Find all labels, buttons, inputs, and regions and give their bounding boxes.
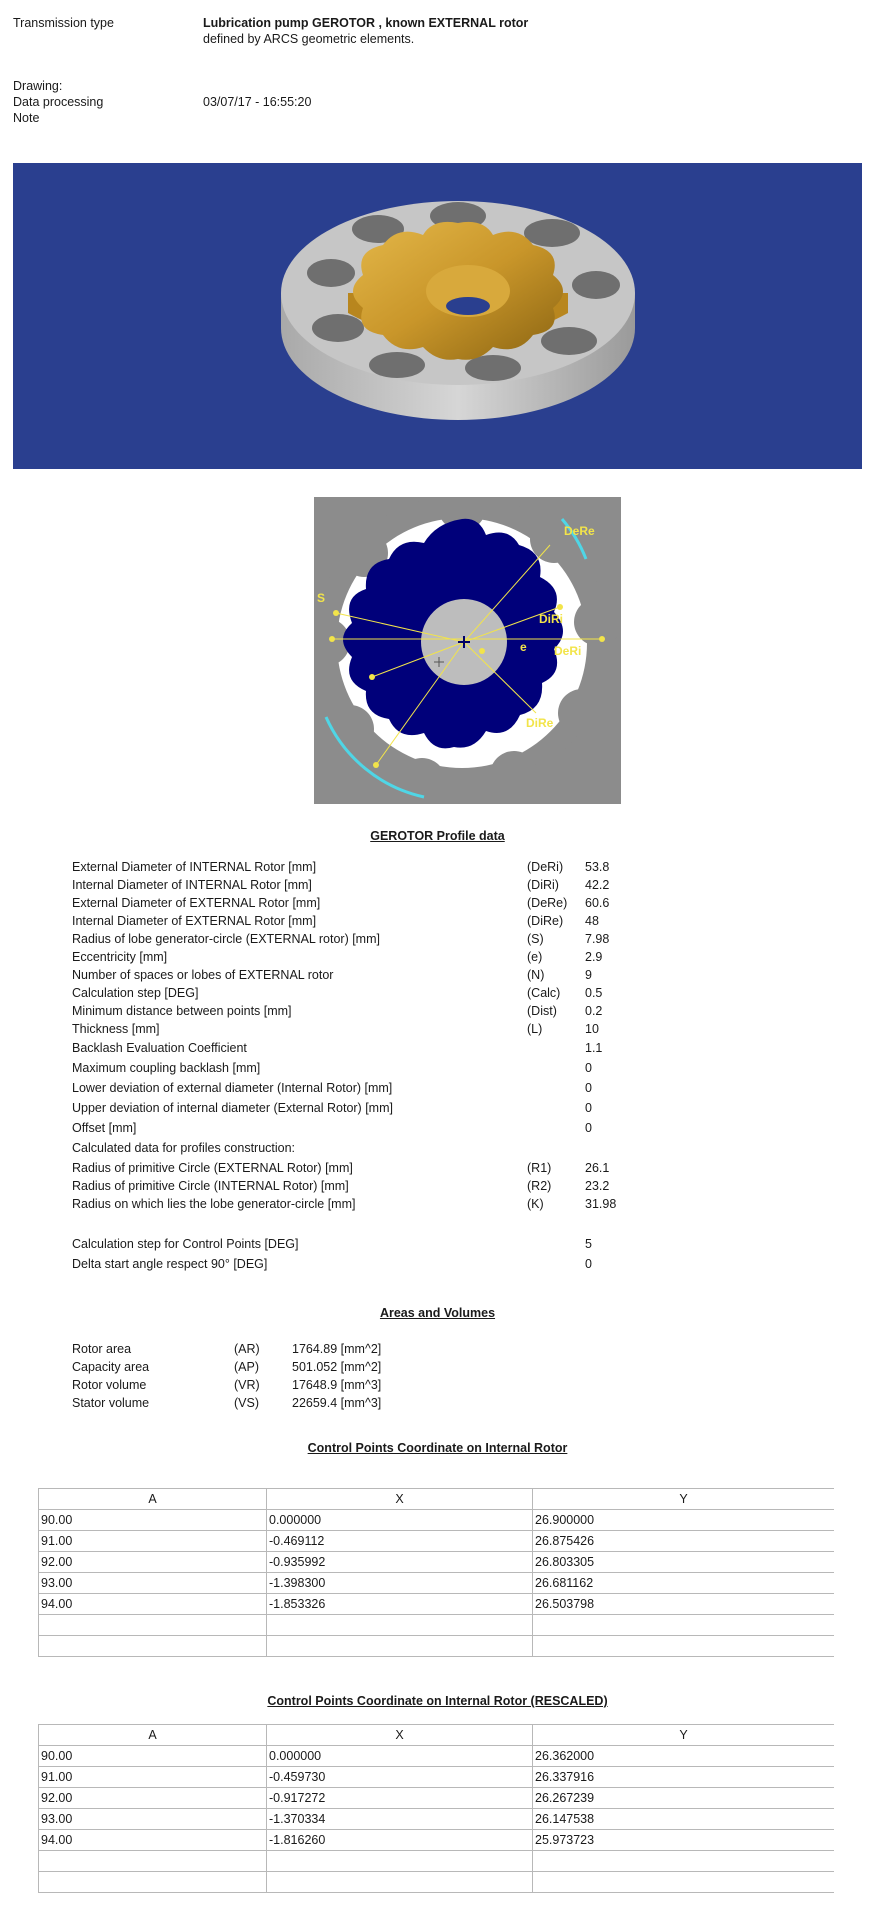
param-value: 48 [585, 914, 599, 928]
table-cell: 92.00 [39, 1788, 267, 1809]
table-cell-clipped [267, 1615, 533, 1636]
param-value: 9 [585, 968, 592, 982]
area-symbol: (AR) [234, 1342, 260, 1356]
param-value: 60.6 [585, 896, 610, 910]
table-row [39, 1573, 835, 1594]
table-cell-clipped [39, 1636, 267, 1657]
table-header-cell: Y [533, 1489, 835, 1510]
table-cell-clipped [533, 1636, 835, 1657]
control-points-rescaled-table-wrap [38, 1724, 834, 1902]
param-label: Number of spaces or lobes of EXTERNAL rotor [72, 968, 334, 982]
area-label: Rotor volume [72, 1378, 147, 1392]
param-value: 0 [585, 1101, 592, 1115]
profile-data-row [72, 1195, 672, 1213]
gerotor-profile-drawing [314, 497, 621, 804]
table-cell: -0.935992 [267, 1552, 533, 1573]
table-cell: 92.00 [39, 1552, 267, 1573]
profile-data-row [72, 858, 672, 876]
param-label: External Diameter of INTERNAL Rotor [mm] [72, 860, 317, 874]
data-processing-value: 03/07/17 - 16:55:20 [203, 95, 312, 109]
area-value: 1764.89 [mm^2] [292, 1342, 382, 1356]
table-cell-clipped [267, 1636, 533, 1657]
param-label: Calculated data for profiles construction: [72, 1141, 296, 1155]
param-symbol: (DiRi) [527, 878, 559, 892]
label-deri: DeRi [554, 644, 582, 658]
param-label: Radius on which lies the lobe generator-circle [mm] [72, 1197, 356, 1211]
param-label: Radius of lobe generator-circle (EXTERNAL rotor) [mm] [72, 932, 380, 946]
control-points-rescaled-title: Control Points Coordinate on Internal Rotor (RESCALED) [267, 1694, 608, 1708]
table-cell: 26.267239 [533, 1788, 835, 1809]
table-cell-clipped [533, 1615, 835, 1636]
profile-data-row [72, 984, 672, 1002]
profile-extra-row [72, 1255, 672, 1273]
table-row [39, 1531, 835, 1552]
param-value: 31.98 [585, 1197, 617, 1211]
table-cell: 26.900000 [533, 1510, 835, 1531]
param-value: 1.1 [585, 1041, 603, 1055]
control-points-rescaled-table [38, 1724, 834, 1893]
profile-data-row [72, 912, 672, 930]
table-cell: 26.147538 [533, 1809, 835, 1830]
table-row [39, 1788, 835, 1809]
table-cell-clipped [39, 1872, 267, 1893]
profile-data-row [72, 1059, 672, 1077]
table-header-row [39, 1489, 835, 1510]
param-symbol: (DeRi) [527, 860, 564, 874]
table-cell: 26.681162 [533, 1573, 835, 1594]
param-symbol: (L) [527, 1022, 543, 1036]
param-value: 42.2 [585, 878, 610, 892]
label-diri: DiRi [539, 612, 563, 626]
gerotor-3d-illustration [13, 163, 862, 469]
table-cell: 26.362000 [533, 1746, 835, 1767]
param-label: Calculation step for Control Points [DEG] [72, 1237, 299, 1251]
table-cell: 91.00 [39, 1767, 267, 1788]
param-value: 23.2 [585, 1179, 610, 1193]
label-dire: DiRe [526, 716, 554, 730]
param-label: Minimum distance between points [mm] [72, 1004, 292, 1018]
data-processing-label: Data processing [13, 95, 104, 109]
profile-data-title: GEROTOR Profile data [370, 829, 505, 843]
table-cell: 93.00 [39, 1573, 267, 1594]
table-header-cell: A [39, 1489, 267, 1510]
table-cell: 0.000000 [267, 1510, 533, 1531]
control-points-title: Control Points Coordinate on Internal Rotor [307, 1441, 568, 1455]
drawing-label: Drawing: [13, 79, 63, 93]
table-row-clipped [39, 1872, 835, 1893]
table-cell: 90.00 [39, 1510, 267, 1531]
area-row [72, 1358, 472, 1376]
table-cell: 26.875426 [533, 1531, 835, 1552]
table-row [39, 1767, 835, 1788]
param-label: Lower deviation of external diameter (Internal Rotor) [mm] [72, 1081, 393, 1095]
param-label: Internal Diameter of EXTERNAL Rotor [mm] [72, 914, 317, 928]
param-label: Backlash Evaluation Coefficient [72, 1041, 247, 1055]
table-cell: 26.337916 [533, 1767, 835, 1788]
param-label: Internal Diameter of INTERNAL Rotor [mm] [72, 878, 312, 892]
param-label: Thickness [mm] [72, 1022, 160, 1036]
table-row [39, 1510, 835, 1531]
param-symbol: (Dist) [527, 1004, 557, 1018]
table-cell: -0.469112 [267, 1531, 533, 1552]
table-cell: 93.00 [39, 1809, 267, 1830]
area-row [72, 1394, 472, 1412]
param-symbol: (Calc) [527, 986, 561, 1000]
profile-data-row [72, 930, 672, 948]
table-cell: -1.370334 [267, 1809, 533, 1830]
param-symbol: (S) [527, 932, 544, 946]
profile-extra-row [72, 1235, 672, 1253]
param-value: 2.9 [585, 950, 603, 964]
table-cell-clipped [267, 1872, 533, 1893]
param-label: Radius of primitive Circle (INTERNAL Rotor) [mm] [72, 1179, 349, 1193]
control-points-table-wrap [38, 1488, 834, 1664]
param-label: External Diameter of EXTERNAL Rotor [mm] [72, 896, 321, 910]
area-value: 17648.9 [mm^3] [292, 1378, 382, 1392]
table-cell: -1.398300 [267, 1573, 533, 1594]
table-cell: 91.00 [39, 1531, 267, 1552]
table-cell: 26.803305 [533, 1552, 835, 1573]
gerotor-profile-diagram [314, 497, 621, 804]
table-row-clipped [39, 1851, 835, 1872]
param-value: 10 [585, 1022, 599, 1036]
param-symbol: (e) [527, 950, 543, 964]
area-symbol: (VR) [234, 1378, 260, 1392]
area-row [72, 1376, 472, 1394]
profile-data-row [72, 1039, 672, 1057]
table-cell: -1.816260 [267, 1830, 533, 1851]
table-cell: -0.459730 [267, 1767, 533, 1788]
document-subtitle: defined by ARCS geometric elements. [203, 32, 415, 46]
document-title: Lubrication pump GEROTOR , known EXTERNAL rotor [203, 16, 529, 30]
table-header-row [39, 1725, 835, 1746]
note-label: Note [13, 111, 40, 125]
param-label: Calculation step [DEG] [72, 986, 199, 1000]
table-row [39, 1552, 835, 1573]
param-symbol: (K) [527, 1197, 544, 1211]
table-header-cell: X [267, 1725, 533, 1746]
control-points-table [38, 1488, 834, 1657]
param-value: 0 [585, 1257, 592, 1271]
profile-data-row [72, 894, 672, 912]
table-cell: 90.00 [39, 1746, 267, 1767]
table-row [39, 1809, 835, 1830]
table-row-clipped [39, 1636, 835, 1657]
table-header-cell: X [267, 1489, 533, 1510]
param-label: Eccentricity [mm] [72, 950, 168, 964]
table-cell-clipped [533, 1872, 835, 1893]
table-cell: -0.917272 [267, 1788, 533, 1809]
profile-data-row [72, 1119, 672, 1137]
param-label: Upper deviation of internal diameter (External Rotor) [mm] [72, 1101, 393, 1115]
label-dere-top: DeRe [564, 524, 595, 538]
table-cell-clipped [39, 1851, 267, 1872]
param-value: 53.8 [585, 860, 610, 874]
param-value: 0.2 [585, 1004, 603, 1018]
param-value: 5 [585, 1237, 592, 1251]
area-symbol: (VS) [234, 1396, 259, 1410]
profile-data-row [72, 1079, 672, 1097]
table-row [39, 1594, 835, 1615]
table-cell: 26.503798 [533, 1594, 835, 1615]
profile-data-row [72, 1020, 672, 1038]
table-row-clipped [39, 1615, 835, 1636]
area-value: 22659.4 [mm^3] [292, 1396, 382, 1410]
table-cell: 25.973723 [533, 1830, 835, 1851]
table-cell: 0.000000 [267, 1746, 533, 1767]
param-value: 7.98 [585, 932, 610, 946]
label-s: S [317, 591, 326, 605]
gerotor-3d-render [13, 163, 862, 469]
profile-data-row [72, 1159, 672, 1177]
table-cell: 94.00 [39, 1830, 267, 1851]
param-label: Offset [mm] [72, 1121, 137, 1135]
area-row [72, 1340, 472, 1358]
param-symbol: (N) [527, 968, 545, 982]
param-value: 26.1 [585, 1161, 610, 1175]
param-symbol: (DeRe) [527, 896, 568, 910]
param-label: Delta start angle respect 90° [DEG] [72, 1257, 268, 1271]
areas-volumes-title: Areas and Volumes [379, 1306, 496, 1320]
label-e: e [520, 640, 527, 654]
area-symbol: (AP) [234, 1360, 259, 1374]
area-value: 501.052 [mm^2] [292, 1360, 382, 1374]
table-header-cell: Y [533, 1725, 835, 1746]
table-cell-clipped [533, 1851, 835, 1872]
table-header-cell: A [39, 1725, 267, 1746]
table-row [39, 1830, 835, 1851]
area-label: Stator volume [72, 1396, 150, 1410]
table-cell: -1.853326 [267, 1594, 533, 1615]
param-symbol: (R1) [527, 1161, 552, 1175]
profile-data-row [72, 1139, 672, 1157]
profile-data-row [72, 876, 672, 894]
profile-data-row [72, 1099, 672, 1117]
transmission-type-label: Transmission type [13, 16, 114, 30]
param-value: 0 [585, 1121, 592, 1135]
param-value: 0.5 [585, 986, 603, 1000]
table-cell-clipped [267, 1851, 533, 1872]
param-label: Maximum coupling backlash [mm] [72, 1061, 261, 1075]
area-label: Rotor area [72, 1342, 132, 1356]
param-label: Radius of primitive Circle (EXTERNAL Rotor) [mm] [72, 1161, 353, 1175]
param-value: 0 [585, 1081, 592, 1095]
profile-data-row [72, 966, 672, 984]
profile-data-row [72, 948, 672, 966]
param-symbol: (DiRe) [527, 914, 564, 928]
param-value: 0 [585, 1061, 592, 1075]
param-symbol: (R2) [527, 1179, 552, 1193]
table-cell: 94.00 [39, 1594, 267, 1615]
table-cell-clipped [39, 1615, 267, 1636]
area-label: Capacity area [72, 1360, 150, 1374]
table-row [39, 1746, 835, 1767]
profile-data-row [72, 1177, 672, 1195]
profile-data-row [72, 1002, 672, 1020]
